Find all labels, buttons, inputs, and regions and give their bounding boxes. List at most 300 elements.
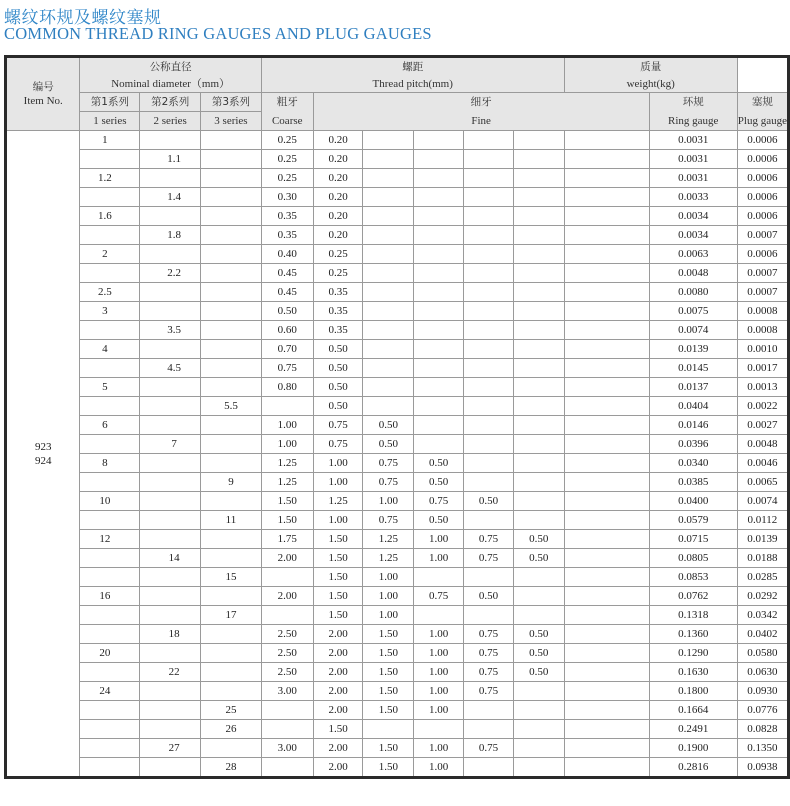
series2-cell: 14	[140, 549, 201, 568]
fine-pitch-cell	[363, 264, 414, 283]
series1-cell	[80, 188, 140, 207]
series3-cell	[201, 150, 262, 169]
fine-pitch-cell	[363, 188, 414, 207]
coarse-pitch-cell	[261, 397, 313, 416]
ring-gauge-weight-cell: 0.0139	[649, 340, 737, 359]
table-row	[6, 245, 789, 264]
series2-cell	[140, 644, 201, 663]
plug-gauge-weight-cell: 0.0292	[737, 587, 788, 606]
table-row	[6, 473, 789, 492]
series1-cell: 2	[80, 245, 140, 264]
fine-pitch-cell: 1.50	[313, 568, 363, 587]
header-pitch-cn-cell	[261, 57, 564, 76]
series3-cell: 26	[201, 720, 262, 739]
series2-cell	[140, 302, 201, 321]
fine-pitch-cell	[464, 264, 514, 283]
ring-gauge-weight-cell: 0.0034	[649, 207, 737, 226]
fine-pitch-cell: 0.20	[313, 188, 363, 207]
series2-cell	[140, 758, 201, 778]
fine-pitch-cell: 2.00	[313, 701, 363, 720]
coarse-pitch-cell: 1.00	[261, 435, 313, 454]
fine-pitch-cell	[564, 416, 649, 435]
fine-pitch-cell: 1.00	[313, 454, 363, 473]
fine-pitch-cell	[414, 568, 464, 587]
fine-pitch-cell	[564, 245, 649, 264]
fine-pitch-cell	[513, 131, 564, 150]
fine-pitch-cell: 0.35	[313, 321, 363, 340]
fine-pitch-cell	[564, 302, 649, 321]
series3-cell	[201, 169, 262, 188]
ring-gauge-weight-cell: 0.0762	[649, 587, 737, 606]
fine-pitch-cell	[414, 606, 464, 625]
plug-gauge-weight-cell: 0.0006	[737, 188, 788, 207]
table-row	[6, 226, 789, 245]
coarse-pitch-cell	[261, 568, 313, 587]
series1-cell	[80, 625, 140, 644]
series3-cell	[201, 682, 262, 701]
fine-pitch-cell: 0.50	[513, 625, 564, 644]
plug-gauge-weight-cell: 0.0017	[737, 359, 788, 378]
series2-cell: 2.2	[140, 264, 201, 283]
fine-pitch-cell	[363, 359, 414, 378]
series1-cell: 4	[80, 340, 140, 359]
header-series1-cn	[80, 93, 140, 112]
ring-gauge-weight-cell: 0.0031	[649, 131, 737, 150]
fine-pitch-cell: 1.00	[363, 492, 414, 511]
fine-pitch-cell: 0.75	[464, 549, 514, 568]
header-series1-en: 1 series	[80, 112, 140, 131]
series1-cell: 10	[80, 492, 140, 511]
series1-cell	[80, 264, 140, 283]
plug-gauge-weight-cell: 0.0006	[737, 169, 788, 188]
fine-pitch-cell	[513, 150, 564, 169]
fine-pitch-cell	[513, 359, 564, 378]
plug-gauge-weight-cell: 0.0046	[737, 454, 788, 473]
table-row	[6, 511, 789, 530]
fine-pitch-cell	[564, 663, 649, 682]
header-pitch-cn: 螺距	[402, 60, 424, 73]
plug-gauge-weight-cell: 0.0938	[737, 758, 788, 778]
fine-pitch-cell	[414, 131, 464, 150]
header-item-no	[6, 57, 80, 131]
plug-gauge-weight-cell: 0.0342	[737, 606, 788, 625]
plug-gauge-weight-cell: 0.0008	[737, 302, 788, 321]
fine-pitch-cell: 0.75	[363, 473, 414, 492]
fine-pitch-cell: 1.00	[313, 511, 363, 530]
fine-pitch-cell: 0.50	[363, 435, 414, 454]
series3-cell	[201, 378, 262, 397]
fine-pitch-cell	[464, 378, 514, 397]
fine-pitch-cell	[363, 245, 414, 264]
series2-cell	[140, 473, 201, 492]
table-row	[6, 378, 789, 397]
fine-pitch-cell: 0.50	[464, 587, 514, 606]
fine-pitch-cell: 0.50	[414, 511, 464, 530]
table-body	[6, 131, 789, 778]
fine-pitch-cell	[513, 473, 564, 492]
fine-pitch-cell: 1.50	[363, 701, 414, 720]
series1-cell	[80, 150, 140, 169]
fine-pitch-cell: 1.00	[363, 606, 414, 625]
fine-pitch-cell	[513, 739, 564, 758]
ring-gauge-weight-cell: 0.0805	[649, 549, 737, 568]
ring-gauge-weight-cell: 0.0031	[649, 169, 737, 188]
fine-pitch-cell	[464, 150, 514, 169]
series2-cell	[140, 492, 201, 511]
fine-pitch-cell	[513, 568, 564, 587]
header-series2-cn-text: 第2系列	[151, 96, 190, 108]
series3-cell	[201, 359, 262, 378]
plug-gauge-weight-cell: 0.0006	[737, 131, 788, 150]
fine-pitch-cell	[564, 378, 649, 397]
header-series2-cn	[140, 93, 201, 112]
series1-cell	[80, 758, 140, 778]
fine-pitch-cell: 0.75	[363, 454, 414, 473]
plug-gauge-weight-cell: 0.0139	[737, 530, 788, 549]
fine-pitch-cell	[464, 359, 514, 378]
series3-cell	[201, 549, 262, 568]
coarse-pitch-cell: 1.75	[261, 530, 313, 549]
header-series1-cn-text: 第1系列	[90, 96, 129, 108]
fine-pitch-cell	[464, 397, 514, 416]
fine-pitch-cell: 0.50	[313, 359, 363, 378]
series2-cell	[140, 245, 201, 264]
series1-cell: 1.6	[80, 207, 140, 226]
fine-pitch-cell	[464, 302, 514, 321]
fine-pitch-cell	[363, 207, 414, 226]
series3-cell	[201, 321, 262, 340]
series1-cell	[80, 226, 140, 245]
series1-cell: 1.2	[80, 169, 140, 188]
fine-pitch-cell: 0.75	[464, 682, 514, 701]
series3-cell	[201, 739, 262, 758]
header-plug-en: Plug gauge	[737, 112, 788, 131]
fine-pitch-cell: 0.20	[313, 226, 363, 245]
coarse-pitch-cell: 0.25	[261, 131, 313, 150]
header-fine-cn-text: 细牙	[470, 96, 492, 109]
coarse-pitch-cell: 0.45	[261, 264, 313, 283]
plug-gauge-weight-cell: 0.0402	[737, 625, 788, 644]
coarse-pitch-cell: 3.00	[261, 682, 313, 701]
fine-pitch-cell: 0.50	[414, 473, 464, 492]
fine-pitch-cell	[564, 682, 649, 701]
fine-pitch-cell	[564, 340, 649, 359]
series2-cell	[140, 454, 201, 473]
fine-pitch-cell: 1.00	[414, 663, 464, 682]
series2-cell: 1.1	[140, 150, 201, 169]
series1-cell	[80, 663, 140, 682]
fine-pitch-cell	[414, 188, 464, 207]
ring-gauge-weight-cell: 0.0385	[649, 473, 737, 492]
ring-gauge-weight-cell: 0.1290	[649, 644, 737, 663]
series2-cell	[140, 701, 201, 720]
fine-pitch-cell: 0.25	[313, 245, 363, 264]
series1-cell: 8	[80, 454, 140, 473]
table-row	[6, 454, 789, 473]
series2-cell	[140, 131, 201, 150]
fine-pitch-cell	[464, 321, 514, 340]
coarse-pitch-cell: 0.80	[261, 378, 313, 397]
coarse-pitch-cell: 0.30	[261, 188, 313, 207]
fine-pitch-cell	[363, 150, 414, 169]
fine-pitch-cell: 1.50	[363, 739, 414, 758]
fine-pitch-cell: 0.20	[313, 131, 363, 150]
fine-pitch-cell	[564, 283, 649, 302]
coarse-pitch-cell: 2.50	[261, 644, 313, 663]
series3-cell	[201, 530, 262, 549]
plug-gauge-weight-cell: 0.0010	[737, 340, 788, 359]
series2-cell	[140, 720, 201, 739]
fine-pitch-cell: 0.50	[513, 549, 564, 568]
ring-gauge-weight-cell: 0.0400	[649, 492, 737, 511]
fine-pitch-cell: 1.50	[313, 606, 363, 625]
fine-pitch-cell	[363, 131, 414, 150]
fine-pitch-cell	[414, 416, 464, 435]
series1-cell	[80, 397, 140, 416]
fine-pitch-cell	[464, 720, 514, 739]
fine-pitch-cell	[464, 131, 514, 150]
series3-cell: 11	[201, 511, 262, 530]
header-item-no-cn: 编号	[32, 81, 54, 93]
plug-gauge-weight-cell: 0.0630	[737, 663, 788, 682]
fine-pitch-cell: 1.50	[313, 720, 363, 739]
fine-pitch-cell: 2.00	[313, 758, 363, 778]
fine-pitch-cell: 2.00	[313, 739, 363, 758]
fine-pitch-cell	[513, 511, 564, 530]
ring-gauge-weight-cell: 0.0853	[649, 568, 737, 587]
ring-gauge-weight-cell: 0.0080	[649, 283, 737, 302]
series2-cell	[140, 340, 201, 359]
fine-pitch-cell: 1.25	[363, 530, 414, 549]
plug-gauge-weight-cell: 0.0013	[737, 378, 788, 397]
header-series3-en: 3 series	[201, 112, 262, 131]
fine-pitch-cell	[513, 264, 564, 283]
series2-cell	[140, 606, 201, 625]
fine-pitch-cell	[464, 207, 514, 226]
coarse-pitch-cell: 1.25	[261, 473, 313, 492]
table-row	[6, 739, 789, 758]
series1-cell: 3	[80, 302, 140, 321]
series3-cell: 25	[201, 701, 262, 720]
table-row	[6, 625, 789, 644]
item-no: 923	[34, 440, 52, 453]
fine-pitch-cell	[363, 720, 414, 739]
series1-cell: 12	[80, 530, 140, 549]
fine-pitch-cell	[464, 511, 514, 530]
fine-pitch-cell	[564, 606, 649, 625]
fine-pitch-cell	[414, 264, 464, 283]
fine-pitch-cell	[513, 302, 564, 321]
fine-pitch-cell: 0.50	[363, 416, 414, 435]
fine-pitch-cell: 1.25	[313, 492, 363, 511]
fine-pitch-cell	[414, 226, 464, 245]
fine-pitch-cell	[513, 245, 564, 264]
fine-pitch-cell	[513, 397, 564, 416]
coarse-pitch-cell: 2.00	[261, 587, 313, 606]
plug-gauge-weight-cell: 0.0006	[737, 150, 788, 169]
fine-pitch-cell: 0.75	[313, 435, 363, 454]
series3-cell	[201, 188, 262, 207]
header-nominal-cn: 公称直径	[149, 60, 192, 73]
ring-gauge-weight-cell: 0.0715	[649, 530, 737, 549]
fine-pitch-cell	[464, 606, 514, 625]
series1-cell	[80, 473, 140, 492]
fine-pitch-cell: 1.50	[363, 682, 414, 701]
fine-pitch-cell: 2.00	[313, 644, 363, 663]
ring-gauge-weight-cell: 0.0034	[649, 226, 737, 245]
ring-gauge-weight-cell: 0.0033	[649, 188, 737, 207]
table-row	[6, 530, 789, 549]
fine-pitch-cell	[363, 169, 414, 188]
coarse-pitch-cell: 0.25	[261, 169, 313, 188]
fine-pitch-cell	[564, 758, 649, 778]
ring-gauge-weight-cell: 0.2816	[649, 758, 737, 778]
fine-pitch-cell: 0.20	[313, 169, 363, 188]
header-weight-cn: 质量	[640, 60, 662, 73]
ring-gauge-weight-cell: 0.1900	[649, 739, 737, 758]
series3-cell	[201, 283, 262, 302]
plug-gauge-weight-cell: 0.0285	[737, 568, 788, 587]
series1-cell	[80, 739, 140, 758]
header-fine-cn	[313, 93, 649, 112]
item-no: 924	[34, 454, 52, 467]
series3-cell: 9	[201, 473, 262, 492]
fine-pitch-cell	[564, 226, 649, 245]
ring-gauge-weight-cell: 0.1360	[649, 625, 737, 644]
header-fine-en: Fine	[313, 112, 649, 131]
series2-cell	[140, 530, 201, 549]
series3-cell	[201, 207, 262, 226]
series3-cell	[201, 131, 262, 150]
fine-pitch-cell: 1.50	[363, 758, 414, 778]
header-pitch-en: Thread pitch(mm)	[372, 77, 453, 90]
fine-pitch-cell: 0.75	[414, 492, 464, 511]
fine-pitch-cell	[414, 359, 464, 378]
series2-cell: 1.4	[140, 188, 201, 207]
fine-pitch-cell	[513, 720, 564, 739]
series3-cell	[201, 416, 262, 435]
table-row	[6, 359, 789, 378]
series3-cell	[201, 226, 262, 245]
series2-cell	[140, 568, 201, 587]
coarse-pitch-cell: 2.50	[261, 625, 313, 644]
fine-pitch-cell	[513, 207, 564, 226]
header-weight-en: weight(kg)	[626, 77, 675, 90]
series2-cell: 4.5	[140, 359, 201, 378]
fine-pitch-cell: 2.00	[313, 663, 363, 682]
table-row	[6, 587, 789, 606]
table-row	[6, 207, 789, 226]
plug-gauge-weight-cell: 0.0188	[737, 549, 788, 568]
table-row	[6, 150, 789, 169]
series3-cell	[201, 454, 262, 473]
fine-pitch-cell	[513, 226, 564, 245]
coarse-pitch-cell	[261, 701, 313, 720]
fine-pitch-cell	[464, 283, 514, 302]
fine-pitch-cell: 0.50	[313, 340, 363, 359]
fine-pitch-cell: 0.75	[313, 416, 363, 435]
fine-pitch-cell	[513, 283, 564, 302]
fine-pitch-cell	[464, 568, 514, 587]
series2-cell	[140, 283, 201, 302]
ring-gauge-weight-cell: 0.0145	[649, 359, 737, 378]
header-coarse-cn-text: 粗牙	[276, 96, 298, 109]
fine-pitch-cell: 0.50	[313, 397, 363, 416]
fine-pitch-cell: 0.50	[513, 530, 564, 549]
plug-gauge-weight-cell: 0.0007	[737, 226, 788, 245]
fine-pitch-cell: 1.50	[313, 549, 363, 568]
series3-cell	[201, 340, 262, 359]
fine-pitch-cell	[564, 492, 649, 511]
fine-pitch-cell	[513, 606, 564, 625]
coarse-pitch-cell: 1.25	[261, 454, 313, 473]
series1-cell	[80, 720, 140, 739]
fine-pitch-cell	[564, 264, 649, 283]
fine-pitch-cell: 0.20	[313, 207, 363, 226]
fine-pitch-cell	[564, 150, 649, 169]
fine-pitch-cell	[414, 435, 464, 454]
fine-pitch-cell	[513, 169, 564, 188]
fine-pitch-cell: 1.00	[414, 625, 464, 644]
fine-pitch-cell	[564, 397, 649, 416]
series2-cell	[140, 169, 201, 188]
coarse-pitch-cell: 0.70	[261, 340, 313, 359]
plug-gauge-weight-cell: 0.0007	[737, 283, 788, 302]
fine-pitch-cell: 0.75	[414, 587, 464, 606]
fine-pitch-cell	[513, 340, 564, 359]
series3-cell	[201, 264, 262, 283]
fine-pitch-cell	[564, 568, 649, 587]
fine-pitch-cell	[464, 340, 514, 359]
table-row	[6, 606, 789, 625]
series2-cell	[140, 397, 201, 416]
series1-cell	[80, 568, 140, 587]
table-row	[6, 416, 789, 435]
fine-pitch-cell	[363, 397, 414, 416]
fine-pitch-cell	[564, 644, 649, 663]
series3-cell	[201, 435, 262, 454]
table-row	[6, 435, 789, 454]
header-ring-cn-text: 环规	[682, 96, 704, 109]
series3-cell	[201, 663, 262, 682]
fine-pitch-cell	[464, 454, 514, 473]
fine-pitch-cell	[513, 416, 564, 435]
fine-pitch-cell	[564, 549, 649, 568]
fine-pitch-cell	[513, 701, 564, 720]
fine-pitch-cell: 0.50	[513, 644, 564, 663]
fine-pitch-cell	[414, 397, 464, 416]
fine-pitch-cell	[564, 701, 649, 720]
fine-pitch-cell	[564, 511, 649, 530]
header-series3-cn-text: 第3系列	[211, 96, 251, 108]
ring-gauge-weight-cell: 0.0396	[649, 435, 737, 454]
series2-cell	[140, 511, 201, 530]
fine-pitch-cell: 1.00	[414, 701, 464, 720]
plug-gauge-weight-cell: 0.0074	[737, 492, 788, 511]
fine-pitch-cell	[414, 378, 464, 397]
ring-gauge-weight-cell: 0.2491	[649, 720, 737, 739]
series3-cell	[201, 302, 262, 321]
fine-pitch-cell: 1.50	[363, 663, 414, 682]
fine-pitch-cell	[414, 720, 464, 739]
fine-pitch-cell	[464, 435, 514, 454]
fine-pitch-cell: 1.00	[414, 682, 464, 701]
fine-pitch-cell: 0.75	[464, 663, 514, 682]
fine-pitch-cell	[414, 245, 464, 264]
plug-gauge-weight-cell: 0.0022	[737, 397, 788, 416]
gauge-spec-table	[4, 55, 790, 779]
coarse-pitch-cell: 2.00	[261, 549, 313, 568]
